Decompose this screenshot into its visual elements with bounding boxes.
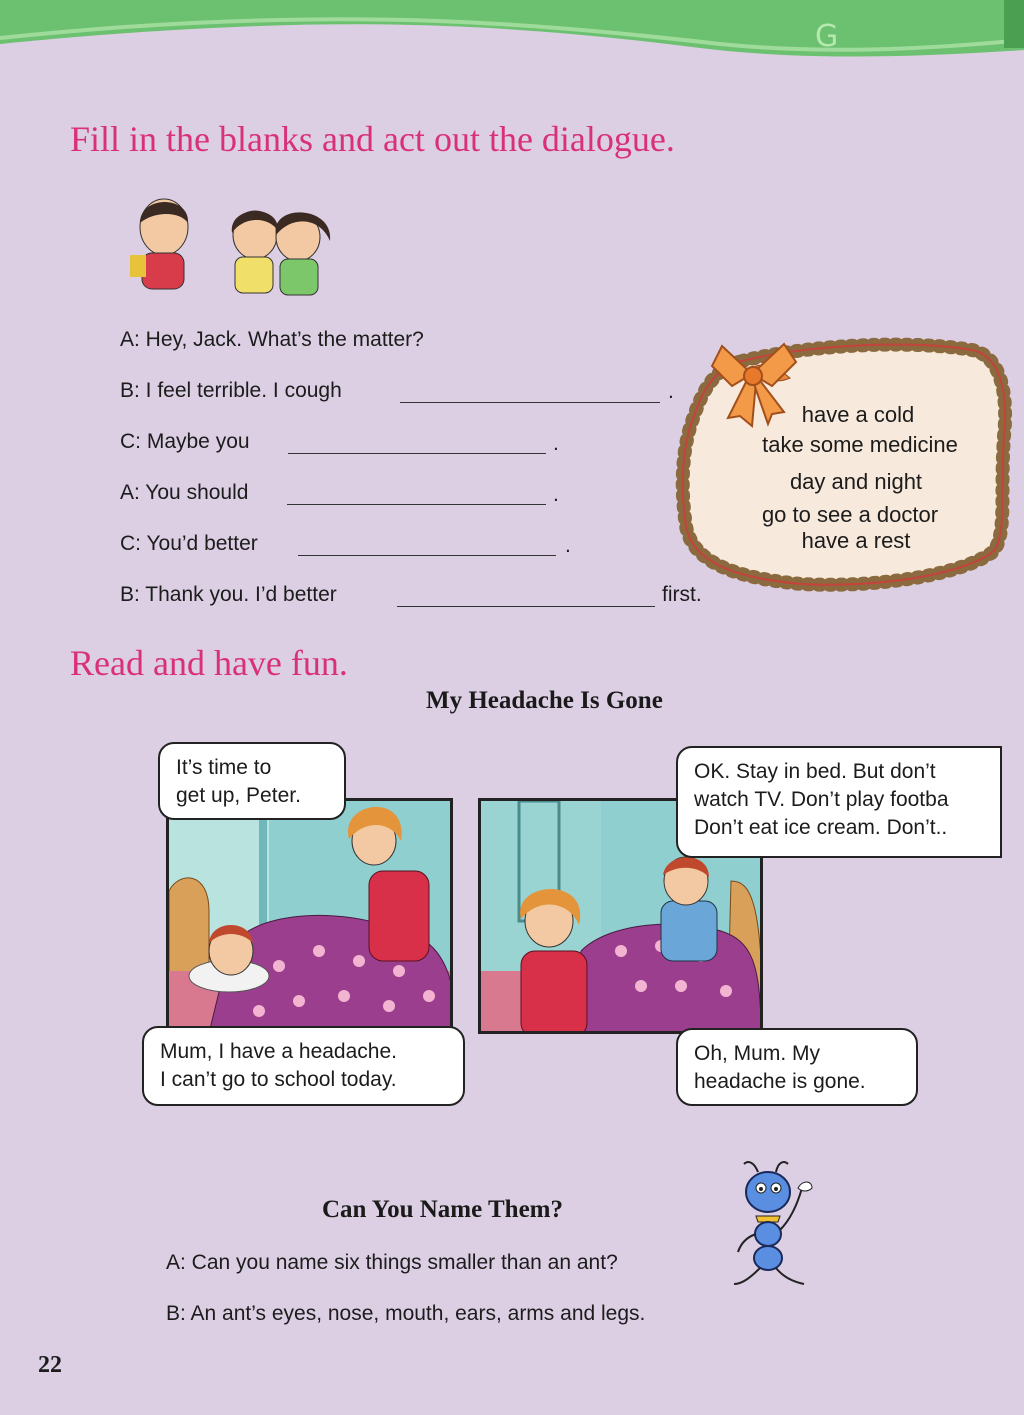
dialogue-end-5: . (565, 534, 571, 557)
dialogue-line-4: A: You should (120, 481, 249, 504)
bedroom-scene-1 (169, 801, 453, 1030)
bubble-2-line-1: Mum, I have a headache. (160, 1040, 397, 1063)
word-option-4: go to see a doctor (761, 502, 939, 527)
answer-blank-1[interactable] (400, 402, 660, 403)
dialogue-line-3: C: Maybe you (120, 430, 250, 453)
bubble-3-line-2: watch TV. Don’t play footba (694, 788, 949, 811)
page-number: 22 (38, 1352, 62, 1378)
dialogue-end-6: first. (662, 583, 702, 606)
bubble-2-line-2: I can’t go to school today. (160, 1068, 397, 1091)
word-option-5: have a rest (801, 528, 911, 553)
bubble-1-line-2: get up, Peter. (176, 784, 301, 807)
joke-line-b: B: An ant’s eyes, nose, mouth, ears, arms and legs. (166, 1302, 646, 1325)
dialogue-line-6: B: Thank you. I’d better (120, 583, 337, 606)
dialogue-line-2: B: I feel terrible. I cough (120, 379, 342, 402)
children-illustration (120, 195, 345, 300)
bubble-3-line-1: OK. Stay in bed. But don’t (694, 760, 936, 783)
speech-bubble-3 (676, 746, 1002, 858)
comic-panel-1 (166, 798, 453, 1030)
joke-title: Can You Name Them? (322, 1196, 563, 1223)
answer-blank-5[interactable] (397, 606, 655, 607)
top-banner (0, 0, 1024, 70)
joke-line-a: A: Can you name six things smaller than an ant? (166, 1251, 618, 1274)
word-option-3: day and night (789, 469, 923, 494)
dialogue-end-2: . (668, 380, 674, 403)
bubble-4-line-2: headache is gone. (694, 1070, 866, 1093)
answer-blank-4[interactable] (298, 555, 556, 556)
fill-heading: Fill in the blanks and act out the dialogue. (70, 119, 675, 159)
word-option-2: take some medicine (762, 432, 958, 457)
read-heading: Read and have fun. (70, 643, 348, 683)
bubble-1-line-1: It’s time to (176, 756, 272, 779)
comic-title: My Headache Is Gone (426, 687, 663, 714)
svg-text:G: G (815, 19, 839, 54)
dialogue-line-1: A: Hey, Jack. What’s the matter? (120, 328, 424, 351)
ant-mascot-icon (728, 1158, 828, 1298)
speech-bubble-4 (676, 1028, 918, 1106)
dialogue-line-5: C: You’d better (120, 532, 258, 555)
speech-bubble-1 (158, 742, 346, 820)
dialogue-end-3: . (553, 432, 559, 455)
speech-bubble-2 (142, 1026, 465, 1106)
answer-blank-3[interactable] (287, 504, 546, 505)
bubble-4-line-1: Oh, Mum. My (694, 1042, 821, 1065)
word-option-1: have a cold (801, 402, 915, 427)
word-box-frame (672, 326, 1012, 596)
bubble-3-line-3: Don’t eat ice cream. Don’t.. (694, 816, 948, 839)
dialogue-end-4: . (553, 483, 559, 506)
answer-blank-2[interactable] (288, 453, 546, 454)
